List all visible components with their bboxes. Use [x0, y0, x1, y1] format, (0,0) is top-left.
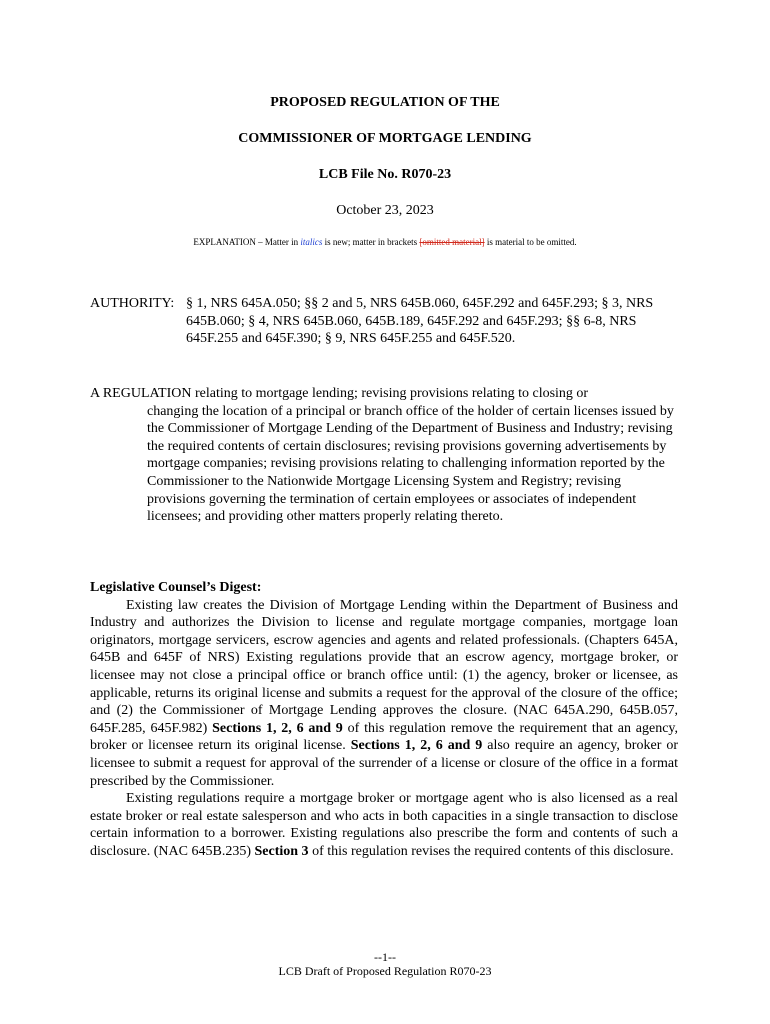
regulation-first-line: A REGULATION relating to mortgage lending; revising provisions relating to closing or: [90, 386, 589, 401]
digest-p1-text-b: of this regulation remove the requirement that an agency, broker or licensee return its original license.: [90, 720, 678, 754]
regulation-summary: [90, 385, 675, 526]
authority-section: [90, 295, 690, 348]
digest-p1-bold-b: Sections 1, 2, 6 and 9: [350, 738, 483, 754]
explanation-prefix: EXPLANATION – Matter in: [193, 237, 301, 247]
explanation-note: [0, 237, 770, 247]
digest-p2-text-a: Existing regulations require a mortgage broker or mortgage agent who is also licensed as a real estate broker or real estate salesperson and who acts in both capacities in a single transaction to disclose certain information to a borrower. Existing regulations also prescribe the form and contents of such a disclosure. (NAC 645B.235): [90, 791, 678, 859]
title-line-2: COMMISSIONER OF MORTGAGE LENDING: [238, 131, 532, 146]
digest-p1-text-c: also require an agency, broker or licensee to submit a request for approval of the surrender of a license or closure of the office in a format prescribed by the Commissioner.: [90, 738, 678, 789]
explanation-middle: is new; matter in brackets: [322, 237, 420, 247]
digest-paragraph-1: [90, 597, 678, 791]
title-line-1: PROPOSED REGULATION OF THE: [270, 95, 500, 110]
digest-paragraph-2: [90, 790, 678, 860]
authority-label: AUTHORITY:: [90, 296, 175, 311]
digest-p1-text-a: Existing law creates the Division of Mortgage Lending within the Department of Business and Industry and authorizes the Division to license and regulate mortgage companies, mortgage loan originators, mortgage servicers, escrow agencies and agents and related professionals. (Chapters 645A, 645B and 645F of NRS) Existing regulations provide that an escrow agency, mortgage broker, or licensee may not close a principal office or branch office until: (1) the agency, broker or licensee, as applicable, returns its original license and submits a request for the approval of the closure of the office; and (2) the Commissioner of Mortgage Lending approves the closure. (NAC 645A.290, 645B.057, 645F.285, 645F.982): [90, 597, 678, 736]
regulation-rest: changing the location of a principal or branch office of the holder of certain licenses issued by the Commissioner of Mortgage Lending of the Department of Business and Industry; revising the required contents of certain disclosures; revising provisions governing advertisements by mortgage companies; revising provisions relating to challenging information reported by the Commissioner to the Nationwide Mortgage Licensing System and Registry; revising provisions governing the termination of certain employees or associates of independent licensees; and providing other matters properly relating thereto.: [147, 403, 674, 525]
digest-p1-bold-a: Sections 1, 2, 6 and 9: [212, 720, 343, 736]
file-number: LCB File No. R070-23: [318, 167, 452, 182]
authority-text: § 1, NRS 645A.050; §§ 2 and 5, NRS 645B.060, 645F.292 and 645F.293; § 3, NRS 645B.060; § 4, NRS 645B.060, 645B.189, 645F.292 and 645F.293; §§ 6-8, NRS 645F.255 and 645F.390; § 9, NRS 645F.255 and 645F.520.: [186, 296, 654, 347]
document-date: October 23, 2023: [336, 203, 434, 218]
page-number: --1--: [374, 950, 396, 964]
legislative-digest: [90, 579, 678, 861]
footer-caption: LCB Draft of Proposed Regulation R070-23: [278, 964, 492, 978]
digest-title: Legislative Counsel’s Digest:: [90, 580, 262, 595]
explanation-italics: italics: [300, 237, 323, 247]
digest-p2-bold: Section 3: [254, 843, 309, 859]
explanation-suffix: is material to be omitted.: [484, 237, 577, 247]
explanation-omitted: [omitted material]: [419, 237, 485, 247]
digest-p2-text-b: of this regulation revises the required contents of this disclosure.: [308, 843, 674, 859]
